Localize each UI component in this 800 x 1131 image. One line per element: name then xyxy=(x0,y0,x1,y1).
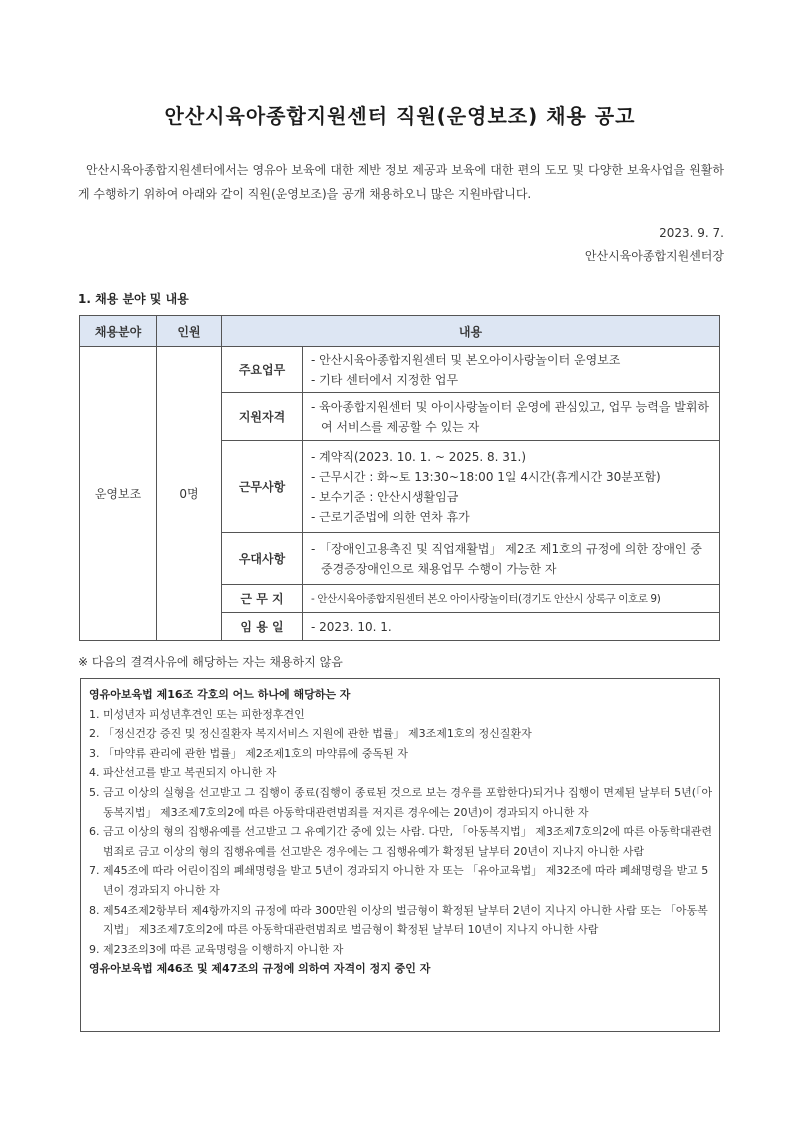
table-header-row xyxy=(80,316,720,347)
issuer: 안산시육아종합지원센터장 xyxy=(584,249,724,263)
disqualification-box xyxy=(80,678,720,1032)
header-category: 채용분야 xyxy=(80,316,157,347)
content-line: - 안산시육아종합지원센터 본오 아이사랑놀이터(경기도 안산시 상록구 이호로 9) xyxy=(311,592,661,605)
content-line: - 계약직(2023. 10. 1. ~ 2025. 8. 31.) xyxy=(311,449,526,464)
list-item: 9. 제23조의3에 따른 교육명령을 이행하지 아니한 자 xyxy=(89,942,344,956)
row-content xyxy=(303,613,720,641)
row-label: 근무사항 xyxy=(222,441,303,533)
section-1-title: 1. 채용 분야 및 내용 xyxy=(78,292,189,306)
list-item: 1. 미성년자 피성년후견인 또는 피한정후견인 xyxy=(89,707,305,721)
list-item: 6. 금고 이상의 형의 집행유예를 선고받고 그 유예기간 중에 있는 사람. 다만, 「아동복지법」 제3조제7호의2에 따른 아동학대관련범죄로 금고 이상의 형의 집행유예를 선고받은 경우에는 그 집행유예가 확정된 날부터 20년이 지나지 아니한 사람 xyxy=(89,825,712,858)
list-item: 2. 「정신건강 증진 및 정신질환자 복지서비스 지원에 관한 법률」 제3조제1호의 정신질환자 xyxy=(89,727,532,741)
intro-text: 안산시육아종합지원센터에서는 영유아 보육에 대한 제반 정보 제공과 보육에 대한 편의 도모 및 다양한 보육사업을 원활하게 수행하기 위하여 아래와 같이 직원(운영보조)을 공개 채용하오니 많은 지원바랍니다. xyxy=(78,163,724,201)
content-line: - 2023. 10. 1. xyxy=(311,619,392,634)
list-item: 7. 제45조에 따라 어린이집의 폐쇄명령을 받고 5년이 경과되지 아니한 자 또는 「유아교육법」 제32조에 따라 폐쇄명령을 받고 5년이 경과되지 아니한 자 xyxy=(89,864,709,897)
row-label: 지원자격 xyxy=(222,393,303,441)
count-cell: 0명 xyxy=(157,347,222,641)
list-item: 8. 제54조제2항부터 제4항까지의 규정에 따라 300만원 이상의 벌금형이 확정된 날부터 2년이 지나지 아니한 사람 또는 「아동복지법」 제3조제7호의2에 따른 아동학대관련범죄로 벌금형이 확정된 날부터 10년이 지나지 아니한 사람 xyxy=(89,903,708,937)
content-line: - 근무시간 : 화~토 13:30~18:00 1일 4시간(휴게시간 30분포함) xyxy=(311,469,661,484)
content-line: - 보수기준 : 안산시생활임금 xyxy=(311,489,459,504)
disqualification-note: ※ 다음의 결격사유에 해당하는 자는 채용하지 않음 xyxy=(78,655,343,669)
row-label: 근 무 지 xyxy=(222,585,303,613)
content-line: - 기타 센터에서 지정한 업무 xyxy=(311,372,459,387)
row-label: 우대사항 xyxy=(222,533,303,585)
row-content xyxy=(303,393,720,441)
disqualification-footer: 영유아보육법 제46조 및 제47조의 규정에 의하여 자격이 정지 중인 자 xyxy=(89,962,431,976)
intro-paragraph xyxy=(78,158,724,206)
document-title: 안산시육아종합지원센터 직원(운영보조) 채용 공고 xyxy=(164,104,636,128)
row-content xyxy=(303,585,720,613)
content-line: - 육아종합지원센터 및 아이사랑놀이터 운영에 관심있고, 업무 능력을 발휘하여 서비스를 제공할 수 있는 자 xyxy=(311,399,710,434)
content-line: - 「장애인고용촉진 및 직업재활법」 제2조 제1호의 규정에 의한 장애인 중 중경증장애인으로 채용업무 수행이 가능한 자 xyxy=(311,541,702,576)
list-item: 5. 금고 이상의 실형을 선고받고 그 집행이 종료(집행이 종료된 것으로 보는 경우를 포함한다)되거나 집행이 면제된 날부터 5년(「아동복지법」 제3조제7호의2에 따른 아동학대관련범죄를 저지른 경우에는 20년)이 경과되지 아니한 자 xyxy=(89,785,713,819)
recruitment-table xyxy=(79,315,720,641)
list-item: 4. 파산선고를 받고 복권되지 아니한 자 xyxy=(89,766,277,780)
row-content xyxy=(303,441,720,533)
list-item: 3. 「마약류 관리에 관한 법률」 제2조제1호의 마약류에 중독된 자 xyxy=(89,746,408,760)
row-label: 주요업무 xyxy=(222,347,303,393)
row-content xyxy=(303,533,720,585)
header-content: 내용 xyxy=(222,316,720,347)
content-line: - 안산시육아종합지원센터 및 본오아이사랑놀이터 운영보조 xyxy=(311,352,621,367)
disqualification-heading: 영유아보육법 제16조 각호의 어느 하나에 해당하는 자 xyxy=(89,688,351,701)
table-row xyxy=(80,347,720,393)
row-content xyxy=(303,347,720,393)
category-cell: 운영보조 xyxy=(80,347,157,641)
header-count: 인원 xyxy=(157,316,222,347)
row-label: 임 용 일 xyxy=(222,613,303,641)
content-line: - 근로기준법에 의한 연차 휴가 xyxy=(311,509,470,524)
announcement-date: 2023. 9. 7. xyxy=(659,226,724,240)
